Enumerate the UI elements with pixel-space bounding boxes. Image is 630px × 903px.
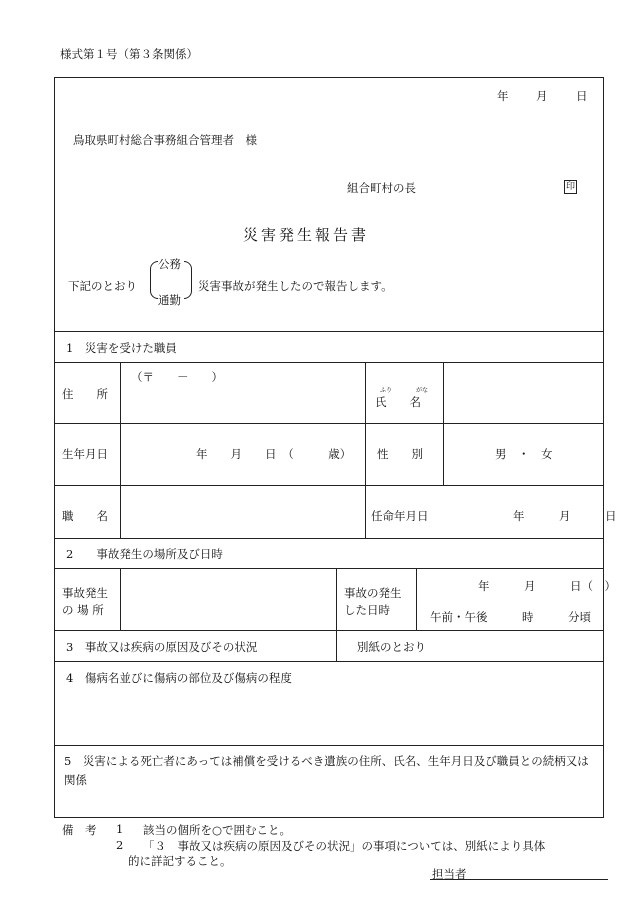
page-title: 災害発生報告書 [243, 226, 370, 244]
place-label-1: 事故発生 [62, 586, 108, 600]
addressee: 鳥取県町村総合事務組合管理者 様 [73, 133, 257, 147]
seal-mark: 印 [565, 182, 575, 192]
intro-prefix: 下記のとおり [68, 279, 137, 293]
dob-field: 年 月 日 （ 歳） [196, 447, 352, 461]
person-in-charge-label: 担当者 [432, 867, 467, 881]
signature-line [430, 879, 608, 880]
appoint-label: 任命年月日 [371, 509, 429, 523]
note1-text: 該当の個所を○で囲むこと。 [143, 823, 292, 837]
date-year: 年 [497, 89, 509, 103]
divider [54, 331, 604, 332]
note2-text-line1: 「３ 事故又は疾病の原因及びその状況」の事項については、別紙により具体 [143, 839, 546, 853]
divider [365, 362, 366, 538]
form-number: 様式第１号（第３条関係） [60, 47, 198, 61]
date-day: 日 [576, 89, 588, 103]
sender: 組合町村の長 [347, 181, 416, 195]
divider [54, 538, 604, 539]
appoint-field: 年 月 日 [513, 509, 617, 523]
notes-label: 備 考 [62, 823, 97, 837]
sex-options: 男 ・ 女 [495, 447, 553, 461]
time-label-2: した日時 [344, 603, 390, 617]
job-label: 職 名 [62, 509, 108, 523]
note1-number: 1 [116, 822, 124, 836]
accident-date-field: 年 月 日（ ） [478, 579, 616, 593]
divider [443, 362, 444, 485]
divider [54, 745, 604, 746]
section1-heading: 1 災害を受けた職員 [66, 341, 177, 355]
section3-heading: 3 事故又は疾病の原因及びその状況 [66, 640, 258, 654]
section4-heading: 4 傷病名並びに傷病の部位及び傷病の程度 [66, 671, 292, 685]
name-label: 氏 名 [375, 395, 421, 409]
divider [54, 362, 604, 363]
furigana-gana: がな [416, 387, 429, 394]
section5-heading: 5 災害による死亡者にあっては補償を受けるべき遺族の住所、氏名、生年月日及び職員との続柄又は関係 [64, 754, 589, 787]
divider [416, 568, 417, 630]
option-public: 公務 [158, 257, 181, 271]
divider [54, 661, 604, 662]
intro-suffix: 災害事故が発生したので報告します。 [198, 279, 393, 293]
address-label: 住 所 [62, 387, 108, 401]
divider [120, 568, 121, 630]
right-brace-icon [184, 261, 192, 299]
postal-field: （〒 － ） [131, 370, 223, 384]
divider [54, 423, 604, 424]
section2-heading: 2 事故発生の場所及び日時 [66, 547, 223, 561]
place-label-2: の 場 所 [62, 603, 104, 617]
dob-label: 生年月日 [62, 447, 108, 461]
divider [54, 568, 604, 569]
accident-time-field: 午前・午後 時 分頃 [430, 610, 591, 624]
note2-text-line2: 的に詳記すること。 [128, 854, 232, 868]
divider [336, 568, 337, 661]
divider [54, 485, 604, 486]
sex-label: 性 別 [377, 447, 423, 461]
left-brace-icon [150, 261, 158, 299]
divider [54, 630, 604, 631]
date-month: 月 [536, 89, 548, 103]
time-label-1: 事故の発生 [344, 586, 402, 600]
option-commute: 通勤 [158, 293, 181, 307]
note2-number: 2 [116, 838, 124, 852]
divider [120, 362, 121, 538]
section3-value: 別紙のとおり [357, 640, 426, 654]
furigana-fu: ふり [380, 387, 393, 394]
